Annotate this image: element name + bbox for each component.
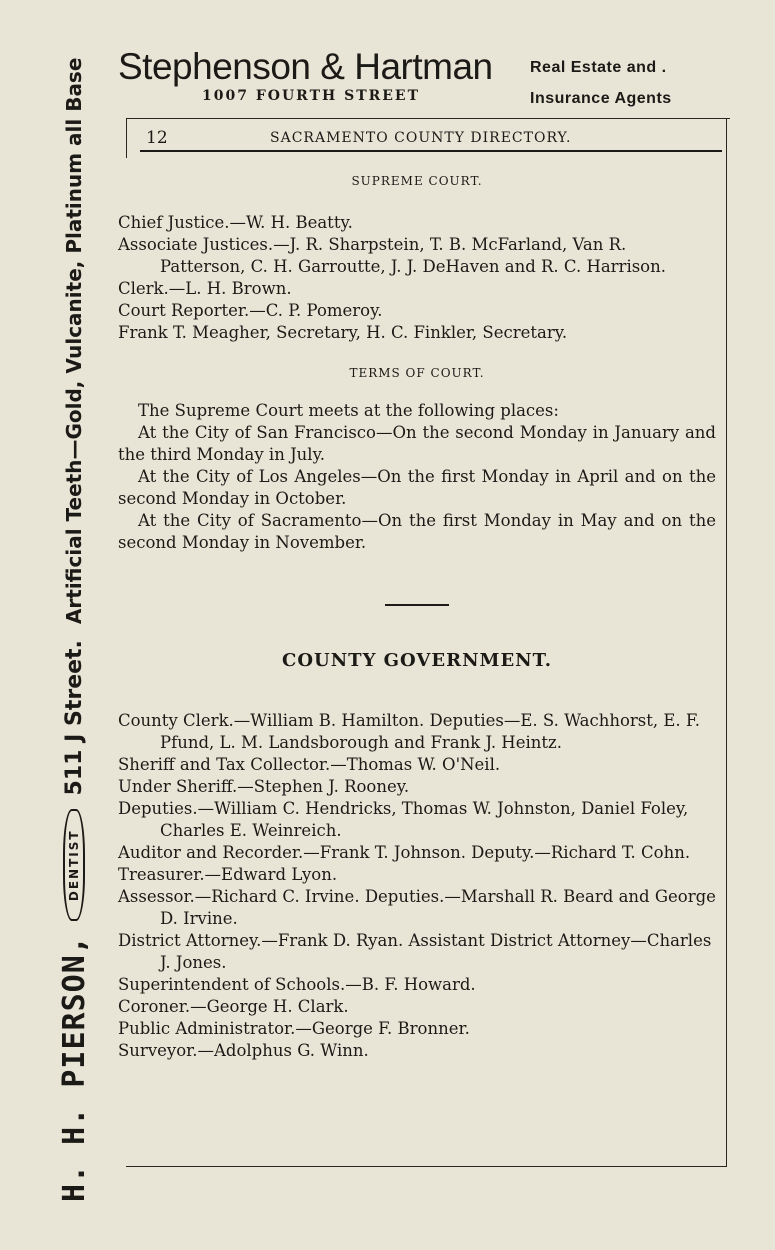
advertiser-services: Artificial Teeth—Gold, Vulcanite, Platinum all Base: [62, 57, 86, 625]
paragraph: At the City of San Francisco—On the second Monday in January and the third Monday in July.: [118, 423, 716, 464]
list-item: County Clerk.—William B. Hamilton. Deputies—E. S. Wachhorst, E. F. Pfund, L. M. Landsborough and Frank J. Heintz.: [118, 711, 701, 752]
firm-services: [530, 52, 672, 114]
page-content: [118, 170, 716, 1062]
list-item: District Attorney.—Frank D. Ryan. Assistant District Attorney—Charles J. Jones.: [118, 931, 712, 972]
advertiser-street: 511 J Street.: [61, 640, 87, 796]
dentist-badge: DENTIST: [63, 809, 85, 921]
side-advertisement: [52, 57, 96, 1202]
advertiser-name: H. H. PIERSON,: [56, 935, 92, 1202]
supreme-court-heading: SUPREME COURT.: [351, 174, 483, 188]
page-number: 12: [146, 128, 168, 148]
top-advertisement: [118, 46, 728, 108]
paragraph: The Supreme Court meets at the following places:: [138, 401, 559, 420]
firm-address: 1007 FOURTH STREET: [202, 88, 421, 104]
paragraph: At the City of Sacramento—On the first Monday in May and on the second Monday in November.: [118, 511, 716, 552]
list-item: Clerk.—L. H. Brown.: [118, 279, 292, 298]
list-item: Under Sheriff.—Stephen J. Rooney.: [118, 777, 410, 796]
terms-heading: TERMS OF COURT.: [349, 366, 485, 380]
list-item: Superintendent of Schools.—B. F. Howard.: [118, 975, 476, 994]
list-item: Auditor and Recorder.—Frank T. Johnson. Deputy.—Richard T. Cohn.: [118, 843, 691, 862]
list-item: Treasurer.—Edward Lyon.: [118, 865, 338, 884]
county-government-heading: COUNTY GOVERNMENT.: [282, 650, 552, 671]
firm-services-line-1: Real Estate and .: [530, 59, 667, 76]
paragraph: At the City of Los Angeles—On the first Monday in April and on the second Monday in October.: [118, 467, 716, 508]
list-item: Assessor.—Richard C. Irvine. Deputies.—Marshall R. Beard and George D. Irvine.: [118, 887, 716, 928]
list-item: Frank T. Meagher, Secretary, H. C. Finkler, Secretary.: [118, 323, 568, 342]
list-item: Chief Justice.—W. H. Beatty.: [118, 213, 353, 232]
list-item: Deputies.—William C. Hendricks, Thomas W. Johnston, Daniel Foley, Charles E. Weinreich.: [118, 799, 689, 840]
list-item: Public Administrator.—George F. Bronner.: [118, 1019, 470, 1038]
county-government-list: [118, 710, 716, 1062]
firm-services-line-2: Insurance Agents: [530, 90, 672, 107]
list-item: Associate Justices.—J. R. Sharpstein, T. B. McFarland, Van R. Patterson, C. H. Garroutte, J. J. DeHaven and R. C. Harrison.: [118, 235, 666, 276]
list-item: Sheriff and Tax Collector.—Thomas W. O'Neil.: [118, 755, 501, 774]
terms-text: [118, 400, 716, 554]
list-item: Court Reporter.—C. P. Pomeroy.: [118, 301, 383, 320]
list-item: Surveyor.—Adolphus G. Winn.: [118, 1041, 369, 1060]
directory-title: SACRAMENTO COUNTY DIRECTORY.: [270, 130, 572, 146]
header-rule: [140, 150, 722, 152]
list-item: Coroner.—George H. Clark.: [118, 997, 349, 1016]
supreme-court-list: [118, 212, 716, 344]
firm-name: Stephenson & Hartman: [118, 46, 493, 87]
